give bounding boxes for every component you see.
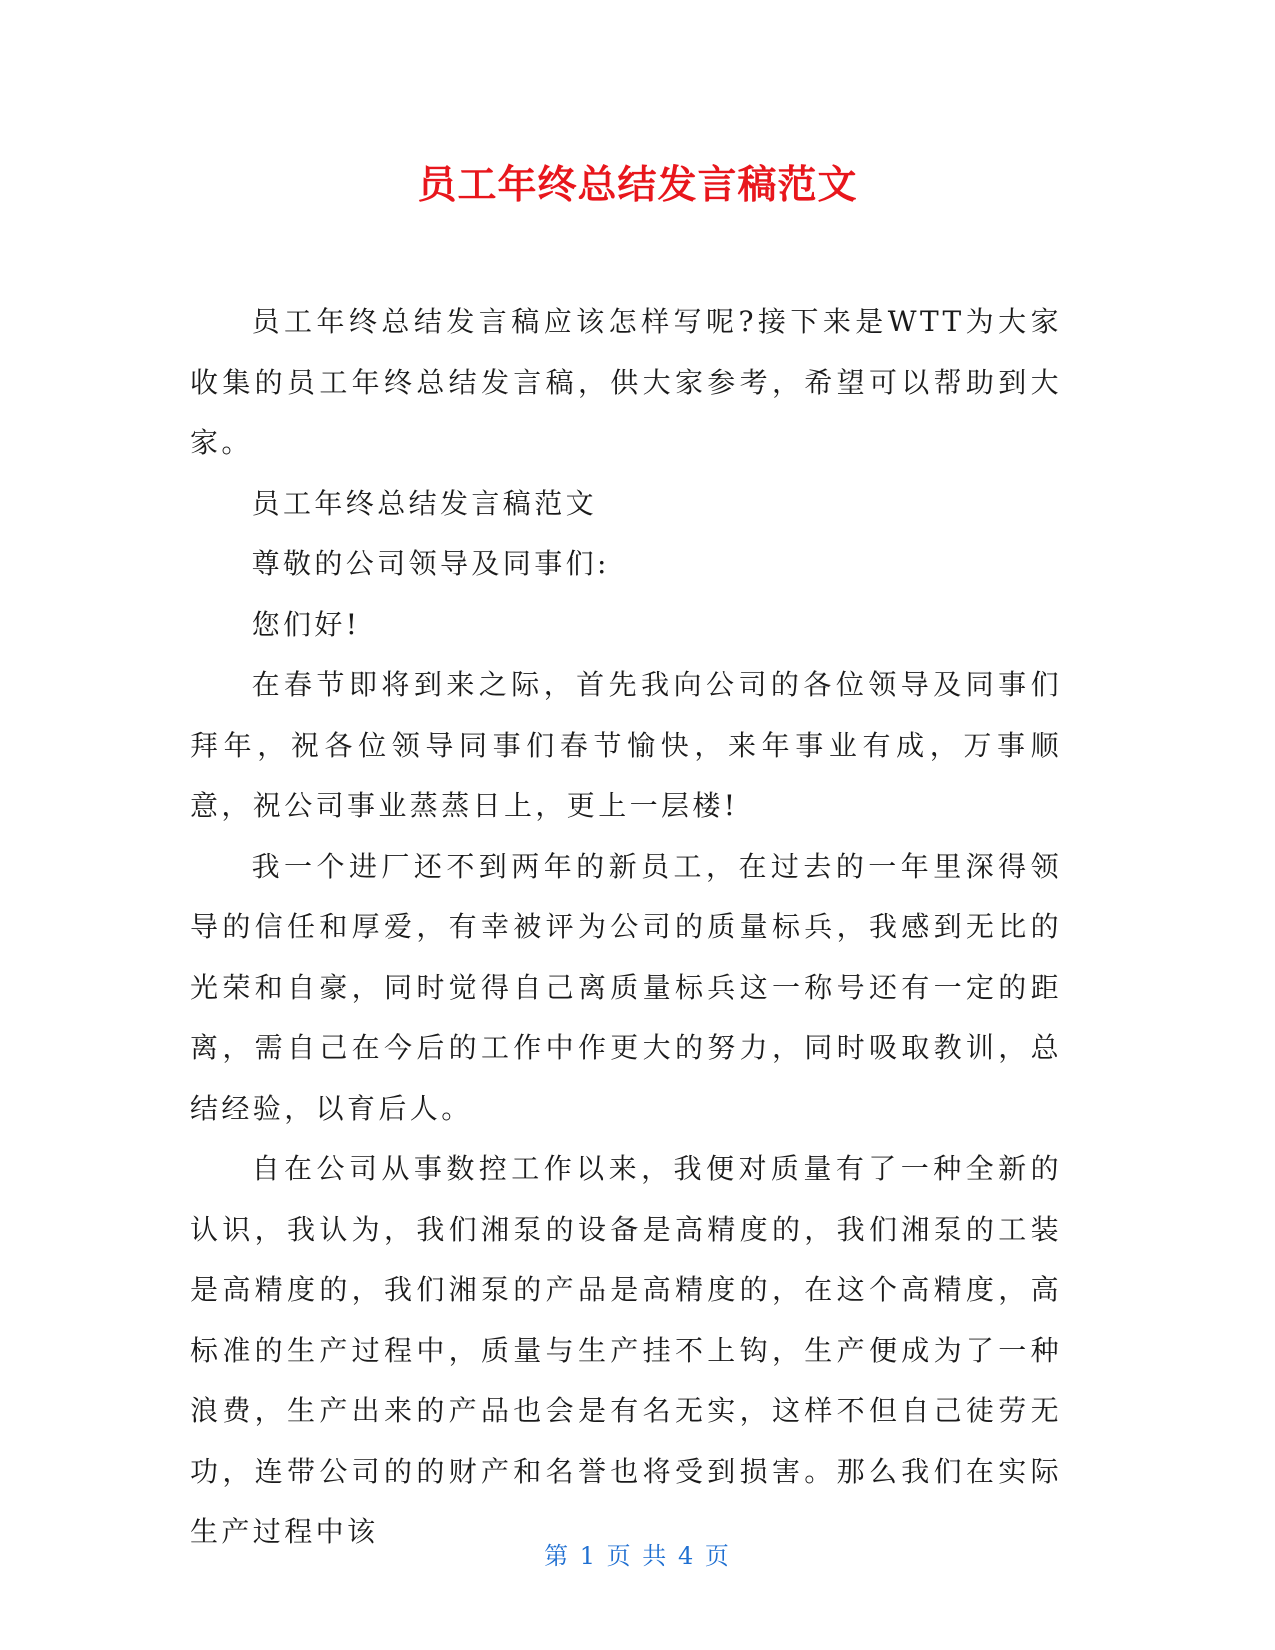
paragraph-subtitle: 员工年终总结发言稿范文 [251,486,597,520]
footer-middle: 页 共 [606,1542,669,1570]
paragraph-intro: 员工年终总结发言稿应该怎样写呢?接下来是WTT为大家收集的员工年终总结发言稿，供大家参考，希望可以帮助到大家。 [190,305,1062,459]
paragraph-quality-view: 自在公司从事数控工作以来，我便对质量有了一种全新的认识，我认为，我们湘泵的设备是高精度的，我们湘泵的工装是高精度的，我们湘泵的产品是高精度的，在这个高精度，高标准的生产过程中，质量与生产挂不上钩，生产便成为了一种浪费，生产出来的产品也会是有名无实，这样不但自己徒劳无功，连带公司的的财产和名誉也将受到损害。那么我们在实际生产过程中该 [190,1152,1062,1548]
footer-current-page: 1 [579,1542,598,1570]
document-body [190,292,1062,1563]
page-footer [0,1540,1275,1572]
footer-total-pages: 4 [677,1542,696,1570]
paragraph-salutation: 尊敬的公司领导及同事们: [251,547,610,580]
footer-prefix: 第 [544,1542,571,1570]
paragraph-greeting: 您们好! [251,607,361,641]
paragraph-new-year-wishes: 在春节即将到来之际，首先我向公司的各位领导及同事们拜年，祝各位领导同事们春节愉快，来年事业有成，万事顺意，祝公司事业蒸蒸日上，更上一层楼! [190,668,1062,822]
paragraph-quality-award: 我一个进厂还不到两年的新员工，在过去的一年里深得领导的信任和厚爱，有幸被评为公司的质量标兵，我感到无比的光荣和自豪，同时觉得自己离质量标兵这一称号还有一定的距离，需自己在今后的工作中作更大的努力，同时吸取教训，总结经验，以育后人。 [190,849,1062,1125]
document-title: 员工年终总结发言稿范文 [417,163,858,208]
footer-suffix: 页 [704,1542,731,1570]
